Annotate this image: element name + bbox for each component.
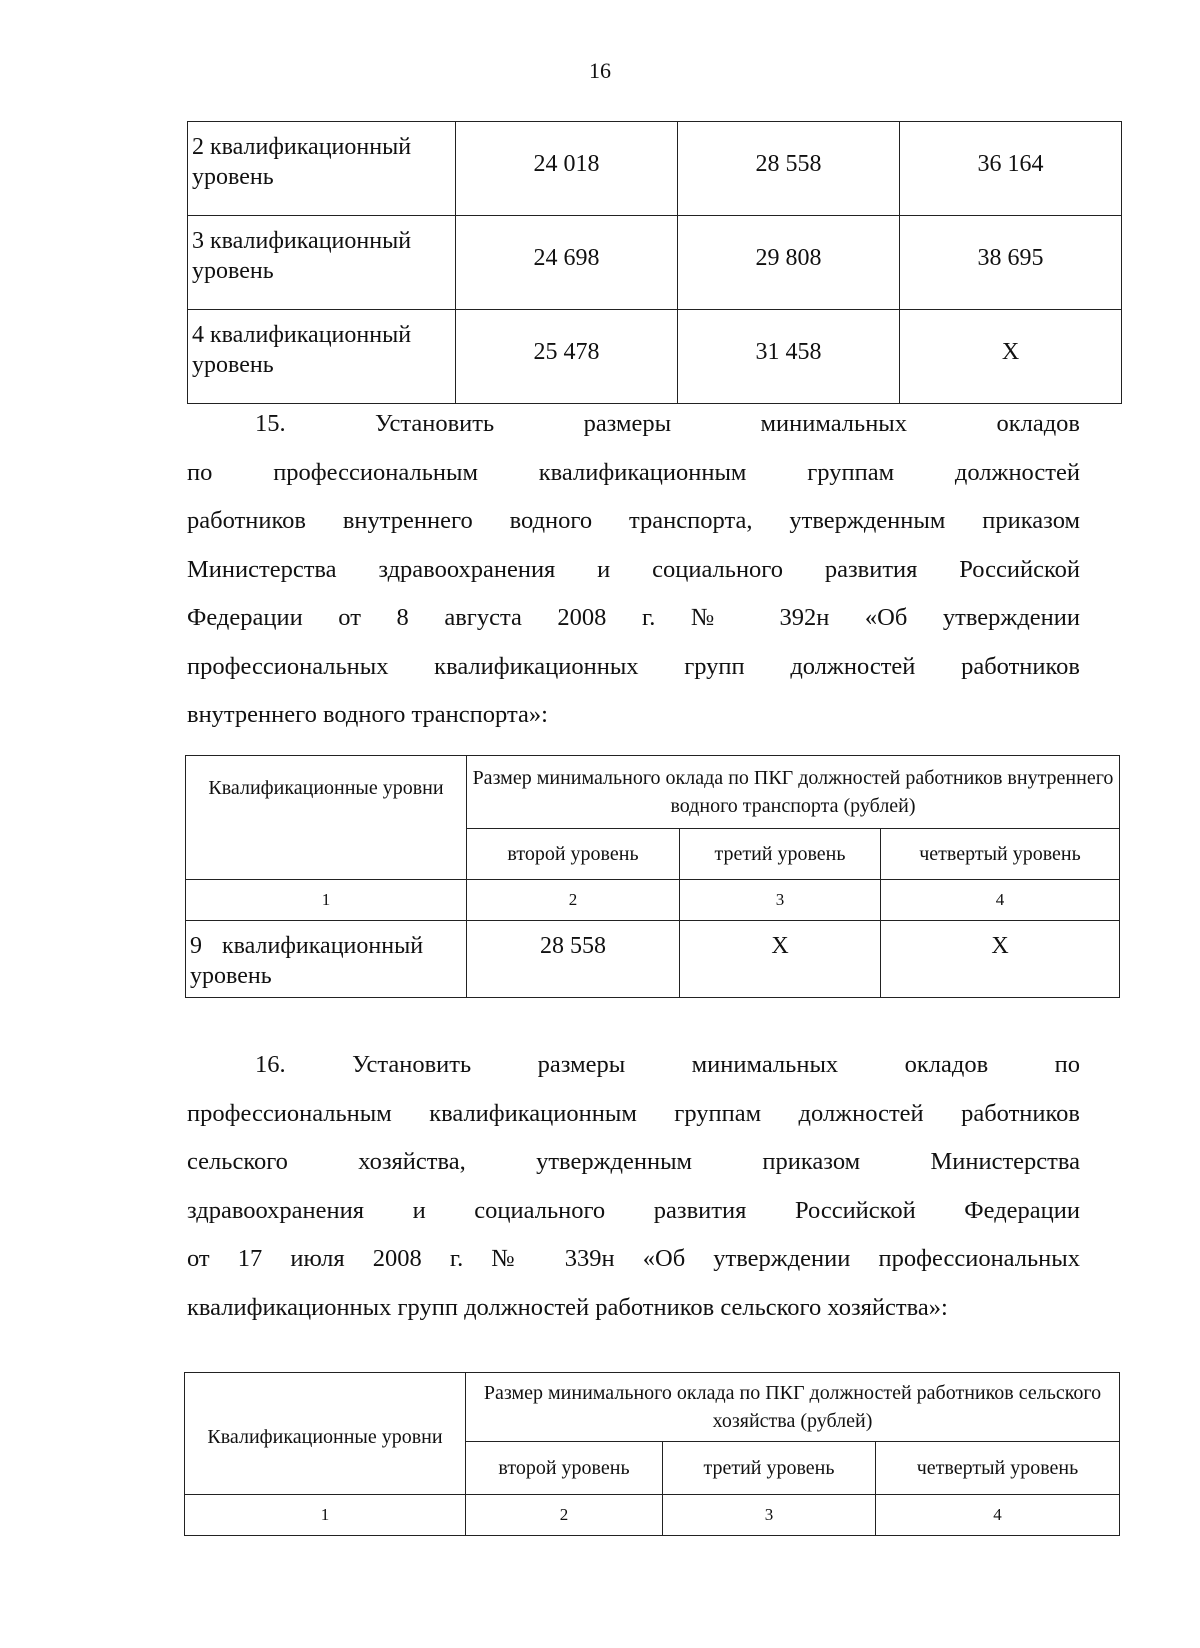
salary-table-continued [187,121,1122,404]
header-salary: Размер минимального оклада по ПКГ должностей работников сельского хозяйства (рублей) [466,1373,1120,1442]
level-cell: 4 квалификационный уровень [188,310,456,404]
level-cell: 3 квалификационный уровень [188,216,456,310]
value-cell: 31 458 [678,310,900,404]
value-cell: X [881,921,1120,998]
agriculture-salary-table [184,1372,1120,1536]
header-fourth-level: четвертый уровень [881,829,1120,880]
value-cell: 24 698 [456,216,678,310]
paragraph-line: профессиональным квалификационным группам должностей работников [187,1099,1080,1127]
paragraph-15 [187,400,1080,740]
value-cell: 29 808 [678,216,900,310]
table-row [188,216,1122,310]
paragraph-line: квалификационных групп должностей работников сельского хозяйства»: [187,1293,948,1321]
value-cell: 28 558 [467,921,680,998]
paragraph-line: 15. Установить размеры минимальных окладов [255,410,1080,437]
column-number: 3 [663,1495,876,1536]
table-row [188,122,1122,216]
table-row [188,310,1122,404]
value-cell: 36 164 [900,122,1122,216]
header-salary: Размер минимального оклада по ПКГ должностей работников внутреннего водного транспорта (рублей) [467,756,1120,829]
paragraph-16 [187,1041,1080,1332]
header-third-level: третий уровень [663,1442,876,1495]
paragraph-line: по профессиональным квалификационным группам должностей [187,458,1080,486]
value-cell: 38 695 [900,216,1122,310]
column-number: 1 [186,880,467,921]
header-second-level: второй уровень [466,1442,663,1495]
paragraph-line: здравоохранения и социального развития Российской Федерации [187,1196,1080,1224]
water-transport-salary-table [185,755,1120,998]
header-levels: Квалификационные уровни [185,1373,466,1495]
paragraph-line: сельского хозяйства, утвержденным приказом Министерства [187,1148,1080,1175]
column-number: 3 [680,880,881,921]
value-cell: 28 558 [678,122,900,216]
value-cell: 25 478 [456,310,678,404]
paragraph-line: 16. Установить размеры минимальных окладов по [255,1051,1080,1078]
level-cell: 2 квалификационный уровень [188,122,456,216]
paragraph-line: внутреннего водного транспорта»: [187,701,548,728]
table-row [186,921,1120,998]
column-number: 2 [467,880,680,921]
paragraph-line: от 17 июля 2008 г. № 339н «Об утверждении профессиональных [187,1245,1080,1272]
value-cell: X [900,310,1122,404]
paragraph-line: профессиональных квалификационных групп должностей работников [187,652,1080,680]
column-number: 4 [881,880,1120,921]
header-levels: Квалификационные уровни [186,756,467,880]
page-number: 16 [589,58,611,83]
header-fourth-level: четвертый уровень [876,1442,1120,1495]
paragraph-line: Министерства здравоохранения и социального развития Российской [187,555,1080,583]
header-second-level: второй уровень [467,829,680,880]
column-number: 2 [466,1495,663,1536]
paragraph-line: работников внутреннего водного транспорта, утвержденным приказом [187,507,1080,534]
header-third-level: третий уровень [680,829,881,880]
level-cell: 9 квалификационный уровень [186,921,467,998]
column-number: 4 [876,1495,1120,1536]
paragraph-line: Федерации от 8 августа 2008 г. № 392н «Об утверждении [187,604,1080,631]
value-cell: 24 018 [456,122,678,216]
value-cell: X [680,921,881,998]
column-number: 1 [185,1495,466,1536]
